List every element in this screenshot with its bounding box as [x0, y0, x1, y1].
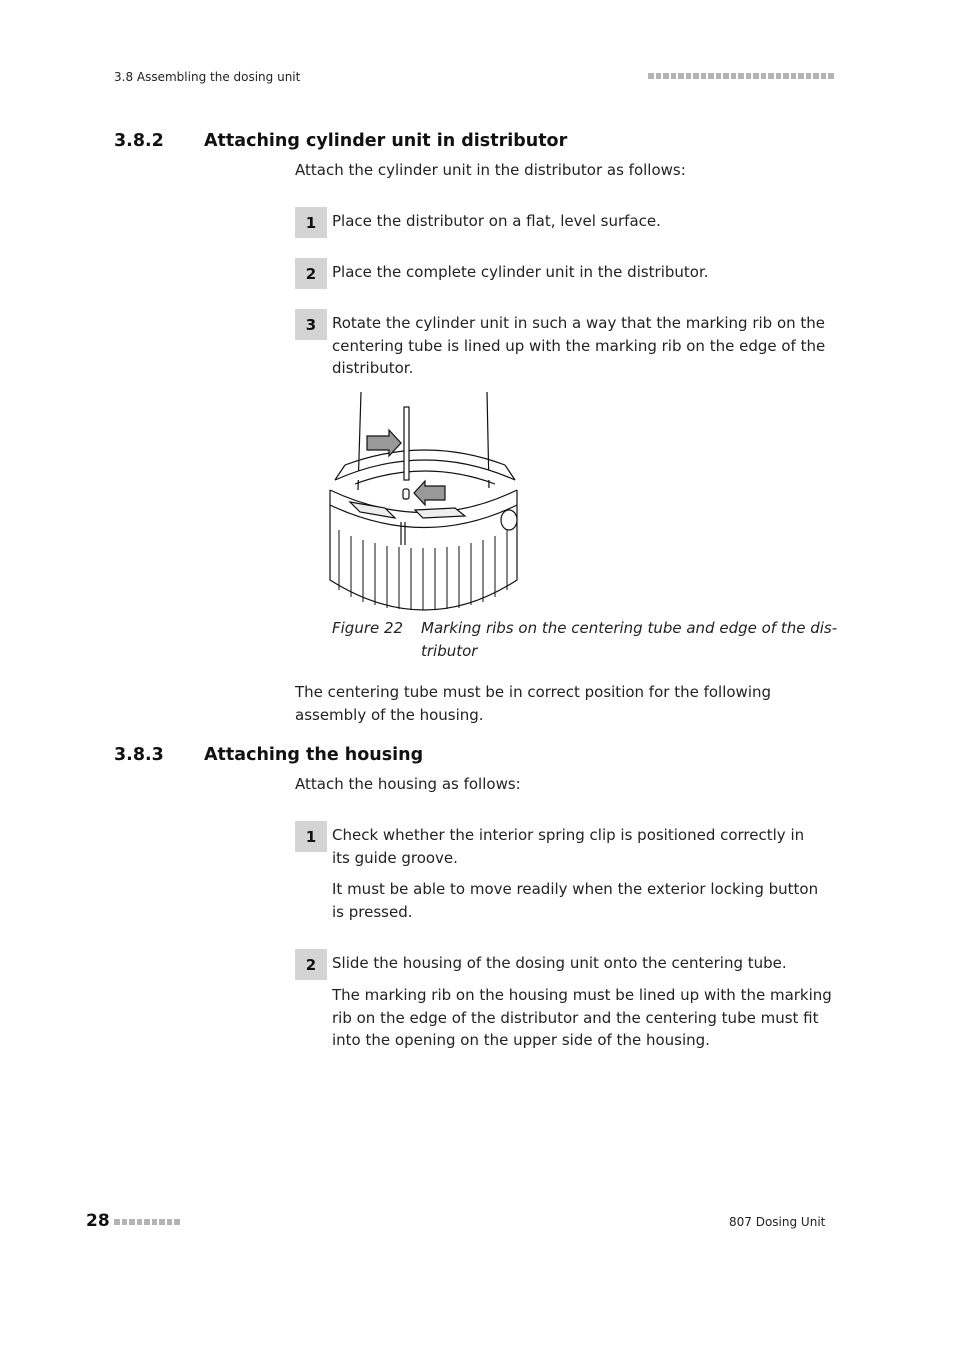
- step-detail: The marking rib on the housing must be lined up with the marking rib on the edge of the distributor and the centering tube must fit into the opening on the upper side of the housing.: [332, 986, 832, 1049]
- step-text: Slide the housing of the dosing unit onto the centering tube.: [332, 954, 787, 972]
- figure-caption-line1: Marking ribs on the centering tube and edge of the dis-: [421, 619, 838, 637]
- section-intro: Attach the housing as follows:: [295, 775, 521, 793]
- section-number: 3.8.3: [114, 745, 164, 765]
- section-title: Attaching the housing: [204, 745, 424, 765]
- section-note: The centering tube must be in correct position for the following assembly of the housing.: [295, 683, 772, 724]
- step-number: 2: [295, 949, 327, 980]
- footer-product: 807 Dosing Unit: [729, 1215, 826, 1229]
- section-title: Attaching cylinder unit in distributor: [204, 131, 568, 151]
- step-text: Place the complete cylinder unit in the distributor.: [332, 263, 709, 281]
- step-text: Place the distributor on a flat, level surface.: [332, 212, 661, 230]
- figure-illustration: [325, 390, 525, 615]
- step-text: Rotate the cylinder unit in such a way that the marking rib on the centering tube is lined up with the marking rib on the edge of the distributor.: [332, 314, 826, 377]
- step-number: 3: [295, 309, 327, 340]
- section-number: 3.8.2: [114, 131, 164, 151]
- footer-decoration: [114, 1219, 180, 1225]
- page-number: 28: [86, 1211, 110, 1231]
- running-header: 3.8 Assembling the dosing unit: [114, 70, 301, 84]
- header-decoration: [648, 73, 834, 79]
- step-detail: It must be able to move readily when the exterior locking button is pressed.: [332, 880, 819, 921]
- step-text: Check whether the interior spring clip is positioned correctly in its guide groove.: [332, 826, 805, 867]
- figure-label: Figure 22: [332, 619, 404, 637]
- figure-caption-line2: tributor: [421, 642, 478, 660]
- step-number: 2: [295, 258, 327, 289]
- step-number: 1: [295, 207, 327, 238]
- section-intro: Attach the cylinder unit in the distributor as follows:: [295, 161, 686, 179]
- step-number: 1: [295, 821, 327, 852]
